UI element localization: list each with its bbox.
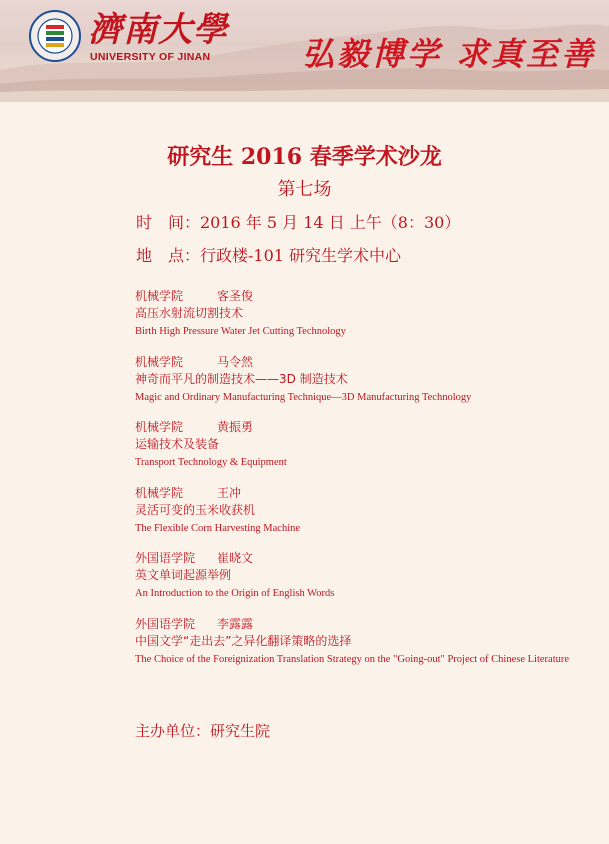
- talk-title-chinese: 神奇而平凡的制造技术——3D 制造技术: [135, 371, 348, 386]
- speaker-line: [135, 419, 585, 436]
- talk-title-chinese: 中国文学“走出去”之异化翻译策略的选择: [135, 633, 352, 648]
- talk-title-chinese: 运输技术及装备: [135, 437, 220, 452]
- talk-title-english: The Flexible Corn Harvesting Machine: [135, 522, 301, 534]
- talk-title-chinese: 高压水射流切割技术: [135, 306, 244, 320]
- speaker-line: [135, 485, 585, 502]
- university-name-english: UNIVERSITY OF JINAN: [90, 51, 211, 63]
- talk-title-english: Transport Technology & Equipment: [135, 457, 287, 469]
- talk-item: [135, 616, 585, 682]
- talk-item: [135, 550, 585, 616]
- speaker-line: [135, 550, 585, 567]
- speaker-name: 黄振勇: [217, 420, 254, 435]
- speaker-line: [135, 354, 585, 371]
- speaker-name: 王冲: [217, 485, 242, 500]
- talk-title-chinese: 灵活可变的玉米收获机: [135, 502, 256, 517]
- university-motto: 弘毅博学 求真至善: [302, 35, 597, 73]
- talk-title-chinese: 英文单词起源举例: [135, 568, 232, 583]
- university-seal-logo: [29, 10, 81, 62]
- header-banner: [0, 0, 609, 102]
- speaker-name: 客圣俊: [217, 289, 254, 303]
- talk-item: [135, 485, 585, 551]
- talk-item: [135, 288, 585, 354]
- speaker-college: 机械学院: [135, 420, 184, 435]
- session-number: 第七场: [277, 179, 332, 200]
- talk-title-english: Birth High Pressure Water Jet Cutting Technology: [135, 326, 346, 337]
- speaker-name: 李露露: [217, 616, 254, 631]
- organizer: 主办单位：研究生院: [135, 722, 271, 740]
- speaker-college: 机械学院: [135, 485, 184, 500]
- speaker-college: 外国语学院: [135, 551, 196, 566]
- talk-list: [135, 288, 585, 682]
- talk-title-english: An Introduction to the Origin of English Words: [135, 588, 335, 600]
- event-location: 地 点：行政楼-101 研究生学术中心: [136, 246, 402, 265]
- speaker-college: 机械学院: [135, 354, 184, 369]
- speaker-college: 机械学院: [135, 289, 184, 303]
- university-name-chinese: 濟南大學: [88, 10, 228, 50]
- event-title: 研究生 2016 春季学术沙龙: [167, 144, 442, 170]
- talk-item: [135, 419, 585, 485]
- speaker-name: 崔晓文: [217, 551, 254, 566]
- speaker-name: 马令然: [217, 354, 254, 369]
- talk-item: [135, 354, 585, 420]
- speaker-college: 外国语学院: [135, 616, 196, 631]
- talk-title-english: Magic and Ordinary Manufacturing Technique—3D Manufacturing Technology: [135, 391, 472, 403]
- talk-title-english: The Choice of the Foreignization Translation Strategy on the "Going-out" Project of Chinese Literature: [135, 653, 570, 665]
- speaker-line: [135, 616, 585, 633]
- speaker-line: [135, 288, 585, 305]
- event-time: 时 间：2016 年 5 月 14 日 上午（8：30）: [136, 213, 461, 232]
